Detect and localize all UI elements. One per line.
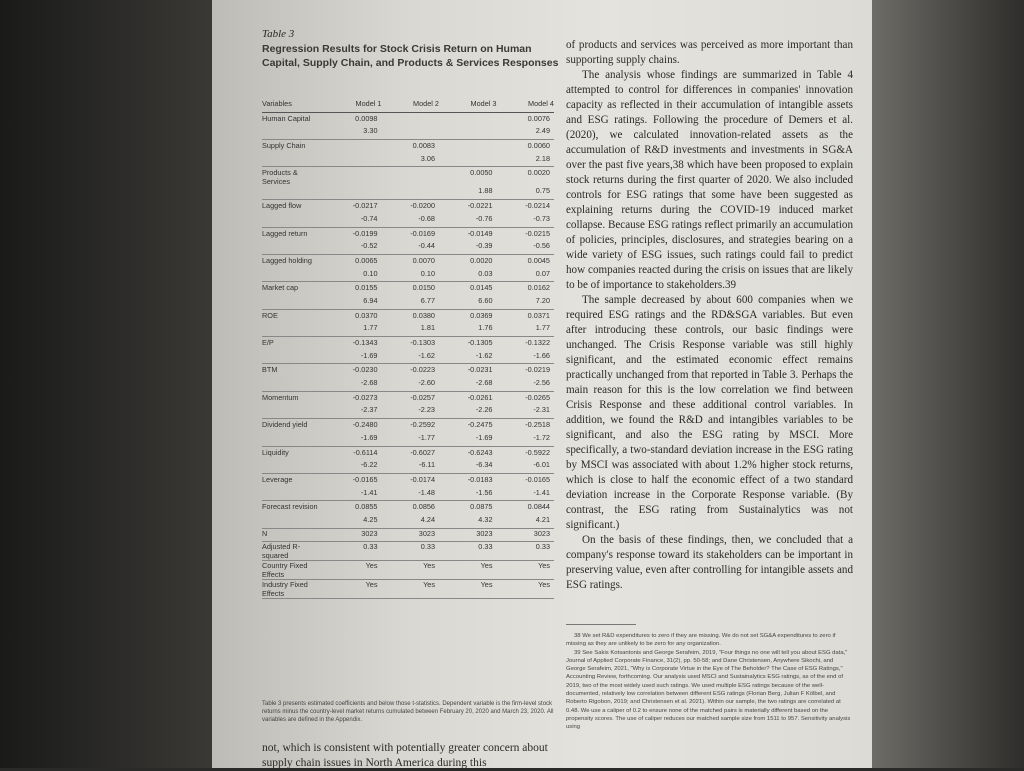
t-stat-cell	[382, 186, 440, 199]
table-row	[262, 391, 554, 405]
table-row	[262, 254, 554, 268]
t-stat-cell: -2.68	[324, 378, 382, 391]
coefficient-cell: -0.0214	[525, 201, 550, 211]
value-cell: Yes	[439, 580, 497, 599]
value-cell: Yes	[497, 580, 555, 599]
variable-spacer	[262, 214, 324, 227]
t-stat-cell: -2.26	[439, 405, 497, 418]
t-stat-cell: 2.18	[497, 154, 555, 167]
t-stat-cell: -1.66	[497, 351, 555, 364]
t-stat-cell: -2.56	[497, 378, 555, 391]
t-stat-cell: -1.41	[497, 488, 555, 501]
coefficient-cell: 0.0856	[412, 502, 435, 512]
variable-name: Dividend yield	[262, 420, 308, 430]
value-cell: Yes	[382, 561, 440, 580]
variable-spacer	[262, 351, 324, 364]
body-paragraph: The analysis whose findings are summarized in Table 4 attempted to control for differences in companies' innovation capacity as reflected in their accumulation of intangible assets and ESG ratings. Following the procedure of Demers et al. (2020), we calculated innovation-related assets as the accumulation of R&D investments and investments in SG&A over the past five years,38 which have been proposed to explain stock returns during the first quarter of 2020. We also included controls for ESG ratings that some have been suggested as explaining returns during the COVID-19 induced market collapse. Because ESG ratings reflect primarily an accumulation of policies, principles, disclosures, and strategies bearing on a wide variety of ESG issues, such ratings could fail to predict how companies reacted during the crisis on issues that are likely to be of importance to stakeholders.39	[566, 69, 853, 291]
t-stat-cell: 0.07	[497, 269, 555, 282]
coefficient-cell: -0.6114	[353, 447, 378, 457]
variable-name: Forecast revision	[262, 502, 318, 512]
variable-name: BTM	[262, 365, 278, 375]
coefficient-cell: -0.0231	[467, 365, 493, 375]
coefficient-cell: 0.0076	[527, 113, 550, 123]
variable-spacer	[262, 269, 324, 282]
t-stat-cell	[324, 154, 382, 167]
variable-spacer	[262, 405, 324, 418]
t-stat-cell	[439, 126, 497, 139]
table-row	[262, 351, 554, 364]
table-row	[262, 200, 554, 214]
r-squared-row	[262, 542, 554, 561]
coefficient-cell: -0.1303	[410, 338, 435, 347]
table-row	[262, 309, 554, 323]
variable-name: Market cap	[262, 283, 299, 293]
table-row	[262, 186, 554, 199]
variable-name: ROE	[262, 310, 278, 320]
table-title	[262, 42, 562, 70]
t-stat-cell: -1.62	[382, 351, 440, 364]
variable-name: N	[262, 528, 324, 542]
t-stat-cell: 4.24	[382, 515, 440, 528]
table-row	[262, 126, 554, 139]
variable-name: Industry Fixed Effects	[262, 580, 324, 599]
coefficient-cell: -0.0219	[525, 365, 550, 375]
coefficient-cell	[439, 140, 497, 154]
t-stat-cell	[382, 126, 440, 139]
coefficient-cell	[382, 112, 440, 126]
t-stat-cell: -1.56	[439, 488, 497, 501]
table-row	[262, 269, 554, 282]
coefficient-cell: -0.0261	[467, 392, 493, 402]
coefficient-cell: -0.2480	[352, 420, 378, 430]
table-label: Table 3	[262, 28, 295, 40]
table-row	[262, 473, 554, 487]
coefficient-cell: -0.0273	[352, 392, 378, 402]
coefficient-cell: -0.0165	[525, 474, 550, 484]
table-row	[262, 460, 554, 473]
t-stat-cell: -1.48	[382, 488, 440, 501]
coefficient-cell: -0.2592	[410, 420, 435, 430]
table-header-row	[262, 99, 554, 112]
background-right	[869, 0, 1024, 768]
table-title-line: Regression Results for Stock Crisis Return on Human	[262, 43, 532, 55]
t-stat-cell: -1.77	[382, 433, 440, 446]
coefficient-cell: -0.2518	[525, 420, 550, 430]
table-row	[262, 488, 554, 501]
value-cell: 3023	[324, 528, 382, 542]
coefficient-cell: -0.0230	[352, 365, 378, 375]
table-row	[262, 282, 554, 296]
coefficient-cell: 0.0370	[355, 310, 378, 320]
table-row	[262, 214, 554, 227]
table-row	[262, 140, 554, 154]
t-stat-cell: -2.68	[439, 378, 497, 391]
table-row	[262, 501, 554, 515]
value-cell: 0.33	[439, 542, 497, 561]
coefficient-cell: 0.0145	[470, 283, 493, 293]
t-stat-cell: -0.52	[324, 241, 382, 254]
t-stat-cell: -0.44	[382, 241, 440, 254]
t-stat-cell: 6.77	[382, 296, 440, 309]
variable-spacer	[262, 460, 324, 473]
t-stat-cell: -0.73	[497, 214, 555, 227]
coefficient-cell	[324, 140, 382, 154]
value-cell: Yes	[324, 580, 382, 599]
coefficient-cell: 0.0844	[527, 502, 550, 512]
coefficient-cell: 0.0020	[470, 255, 493, 265]
t-stat-cell: -0.56	[497, 241, 555, 254]
table-title-line: Capital, Supply Chain, and Products & Services Responses	[262, 57, 559, 69]
coefficient-cell: 0.0098	[355, 113, 378, 123]
table-row	[262, 227, 554, 241]
t-stat-cell: 4.32	[439, 515, 497, 528]
coefficient-cell: -0.6243	[467, 447, 493, 457]
coefficient-cell: -0.0199	[352, 228, 378, 238]
footnotes	[566, 632, 853, 732]
variable-name: Lagged holding	[262, 255, 312, 265]
table-row	[262, 364, 554, 378]
t-stat-cell: 3.30	[324, 126, 382, 139]
t-stat-cell: 1.76	[439, 323, 497, 336]
t-stat-cell: 4.21	[497, 515, 555, 528]
t-stat-cell: 0.10	[382, 269, 440, 282]
coefficient-cell: 0.0369	[470, 310, 493, 320]
body-paragraph: of products and services was perceived as more important than supporting supply chains.	[566, 39, 853, 66]
variable-spacer	[262, 126, 324, 139]
coefficient-cell	[382, 167, 440, 187]
t-stat-cell	[439, 154, 497, 167]
table-row	[262, 241, 554, 254]
coefficient-cell: -0.0165	[352, 474, 378, 484]
coefficient-cell: 0.0371	[527, 310, 550, 320]
coefficient-cell: 0.0070	[412, 255, 435, 265]
t-stat-cell: 1.88	[439, 186, 497, 199]
t-stat-cell: 4.25	[324, 515, 382, 528]
variable-spacer	[262, 241, 324, 254]
table-row	[262, 337, 554, 351]
value-cell: Yes	[382, 580, 440, 599]
coefficient-cell: -0.1343	[352, 338, 378, 347]
coefficient-cell: -0.0183	[467, 474, 493, 484]
column-header: Model 4	[497, 99, 555, 112]
footnote: 38 We set R&D expenditures to zero if they are missing. We do not set SG&A expenditures to zero if missing as they are unlikely to be zero for any organization.	[566, 633, 836, 648]
variable-name: Adjusted R-squared	[262, 542, 324, 561]
variable-name: E/P	[262, 338, 274, 347]
coefficient-cell: 0.0155	[355, 283, 378, 293]
coefficient-cell: -0.0223	[410, 365, 435, 375]
body-paragraph: The sample decreased by about 600 companies when we required ESG ratings and the RD&SGA variables. But even after introducing these controls, our basic findings were unchanged. The Crisis Response variable was still highly significant, and the estimated economic effect remains practically unchanged from that reported in Table 3. Perhaps the main reason for this is the low correlation we find between Crisis Response and these additional control variables. In addition, we found the R&D and intangibles variables to be significant, and also the ESG rating by MSCI. More specifically, a two-standard deviation increase in the ESG rating by MSCI was associated with about 1.2% higher stock returns, which is close to half the economic effect of a two standard deviation increase in the Corporate Response variable. (By contrast, the ESG rating from Sustainalytics was not significant.)	[566, 294, 853, 531]
table-row	[262, 323, 554, 336]
variable-name: Lagged flow	[262, 201, 302, 211]
fixed-effects-row	[262, 561, 554, 580]
n-row	[262, 528, 554, 542]
coefficient-cell: -0.0169	[410, 228, 435, 238]
t-stat-cell: -1.62	[439, 351, 497, 364]
value-cell: Yes	[439, 561, 497, 580]
t-stat-cell: 0.75	[497, 186, 555, 199]
table-notes: Table 3 presents estimated coefficients and below those t-statistics. Dependent variable is the firm-level stock returns minus the country-level market returns cumulated between February 20, 2020 and March 23, 2020. All variables are defined in the Appendix.	[262, 701, 554, 723]
value-cell: 3023	[382, 528, 440, 542]
t-stat-cell: -6.11	[382, 460, 440, 473]
value-cell: 0.33	[497, 542, 555, 561]
paper-page	[212, 0, 872, 768]
coefficient-cell: -0.6027	[410, 447, 435, 457]
table-caption	[262, 28, 562, 70]
column-header: Model 3	[439, 99, 497, 112]
value-cell: Yes	[324, 561, 382, 580]
t-stat-cell: 3.06	[382, 154, 440, 167]
coefficient-cell: 0.0083	[412, 141, 435, 151]
variable-spacer	[262, 378, 324, 391]
variable-name: Leverage	[262, 474, 293, 484]
variable-spacer	[262, 323, 324, 336]
t-stat-cell: -0.76	[439, 214, 497, 227]
coefficient-cell: -0.0217	[352, 201, 378, 211]
t-stat-cell: 1.77	[324, 323, 382, 336]
coefficient-cell: 0.0065	[355, 255, 378, 265]
table-row	[262, 112, 554, 126]
variable-name: Country Fixed Effects	[262, 561, 324, 580]
variable-name: Lagged return	[262, 228, 308, 238]
variable-name: Products & Services	[262, 168, 298, 187]
t-stat-cell: 0.10	[324, 269, 382, 282]
coefficient-cell: 0.0045	[527, 255, 550, 265]
variable-name: Supply Chain	[262, 141, 306, 151]
coefficient-cell: -0.2475	[467, 420, 493, 430]
t-stat-cell: -1.69	[439, 433, 497, 446]
column-header: Model 1	[324, 99, 382, 112]
t-stat-cell	[324, 186, 382, 199]
body-paragraph: On the basis of these findings, then, we concluded that a company's response toward its stakeholders can be important in preserving value, even after controlling for intangible assets and ESG ratings.	[566, 534, 853, 591]
fixed-effects-row	[262, 580, 554, 599]
t-stat-cell: -6.34	[439, 460, 497, 473]
coefficient-cell: 0.0050	[470, 168, 493, 178]
t-stat-cell: 1.81	[382, 323, 440, 336]
coefficient-cell: 0.0380	[412, 310, 435, 320]
table-row	[262, 167, 554, 187]
coefficient-cell: -0.0265	[525, 392, 550, 402]
footnote-divider	[566, 624, 636, 625]
t-stat-cell: -6.01	[497, 460, 555, 473]
coefficient-cell: -0.0221	[467, 201, 493, 211]
t-stat-cell: -1.72	[497, 433, 555, 446]
coefficient-cell: 0.0875	[470, 502, 493, 512]
variable-name: Liquidity	[262, 447, 289, 457]
left-carry-text: not, which is consistent with potentially greater concern about supply chain issues in North America during this	[262, 742, 548, 769]
variable-spacer	[262, 488, 324, 501]
coefficient-cell: 0.0020	[527, 168, 550, 178]
coefficient-cell: -0.0149	[467, 228, 493, 238]
table-row	[262, 154, 554, 167]
t-stat-cell: -1.69	[324, 433, 382, 446]
coefficient-cell: -0.1322	[525, 338, 550, 347]
column-header: Variables	[262, 99, 324, 112]
footnote: 39 See Sakis Kotsantonis and George Serafeim, 2019, "Four things no one will tell you about ESG data," Journal of Applied Corporate Finance, 31(2), pp. 50-58; and Dane Christensen, Anywhere Sikochi, and George Serafeim, 2021, "Why is Corporate Virtue in the Eye of The Beholder? The Case of ESG Ratings," Accounting Review, forthcoming. Our analysis used MSCI and Sustainalytics ESG ratings, as of the end of 2019, two of the most widely used such ratings. We used multiple ESG ratings because of the well-documented, relatively low correlation between different ESG ratings (Florian Berg, Julian F Kölbel, and Roberto Rigobon, 2019; and Christensen et al. 2021). Within our sample, the two ratings are correlated at 0.48. We use a caliper of 0.2 to ensure none of the matched pairs is materially different based on the propensity scores. The use of caliper reduces our matched sample size from 1511 to 957. Sensitivity analysis using	[566, 649, 851, 731]
table-row	[262, 378, 554, 391]
variable-name: Momentum	[262, 392, 299, 402]
t-stat-cell: -0.74	[324, 214, 382, 227]
regression-table	[262, 99, 554, 599]
table-body	[262, 112, 554, 599]
variable-spacer	[262, 433, 324, 446]
t-stat-cell: -2.37	[324, 405, 382, 418]
coefficient-cell: 0.0060	[527, 141, 550, 151]
coefficient-cell: 0.0150	[412, 283, 435, 293]
t-stat-cell: -6.22	[324, 460, 382, 473]
value-cell: 0.33	[324, 542, 382, 561]
t-stat-cell: 2.49	[497, 126, 555, 139]
coefficient-cell	[439, 112, 497, 126]
coefficient-cell	[324, 167, 382, 187]
variable-spacer	[262, 154, 324, 167]
t-stat-cell: -0.39	[439, 241, 497, 254]
t-stat-cell: -2.31	[497, 405, 555, 418]
table-row	[262, 433, 554, 446]
t-stat-cell: -0.68	[382, 214, 440, 227]
t-stat-cell: 1.77	[497, 323, 555, 336]
body-text-column	[566, 38, 853, 593]
table-row	[262, 515, 554, 528]
coefficient-cell: -0.5922	[525, 447, 550, 457]
t-stat-cell: 7.20	[497, 296, 555, 309]
value-cell: 0.33	[382, 542, 440, 561]
coefficient-cell: -0.0215	[525, 228, 550, 238]
t-stat-cell: 6.94	[324, 296, 382, 309]
variable-name: Human Capital	[262, 113, 311, 123]
coefficient-cell: -0.0257	[410, 392, 435, 402]
value-cell: 3023	[497, 528, 555, 542]
column-header: Model 2	[382, 99, 440, 112]
t-stat-cell: 6.60	[439, 296, 497, 309]
t-stat-cell: -1.69	[324, 351, 382, 364]
table-row	[262, 419, 554, 433]
variable-spacer	[262, 186, 324, 199]
coefficient-cell: 0.0162	[527, 283, 550, 293]
variable-spacer	[262, 296, 324, 309]
table-row	[262, 296, 554, 309]
value-cell: Yes	[497, 561, 555, 580]
t-stat-cell: -2.23	[382, 405, 440, 418]
t-stat-cell: -1.41	[324, 488, 382, 501]
t-stat-cell: -2.60	[382, 378, 440, 391]
coefficient-cell: -0.0200	[410, 201, 435, 211]
t-stat-cell: 0.03	[439, 269, 497, 282]
value-cell: 3023	[439, 528, 497, 542]
table-row	[262, 446, 554, 460]
coefficient-cell: 0.0855	[355, 502, 378, 512]
variable-spacer	[262, 515, 324, 528]
coefficient-cell: -0.1305	[467, 338, 493, 347]
coefficient-cell: -0.0174	[410, 474, 435, 484]
table-row	[262, 405, 554, 418]
background-left	[0, 0, 215, 768]
